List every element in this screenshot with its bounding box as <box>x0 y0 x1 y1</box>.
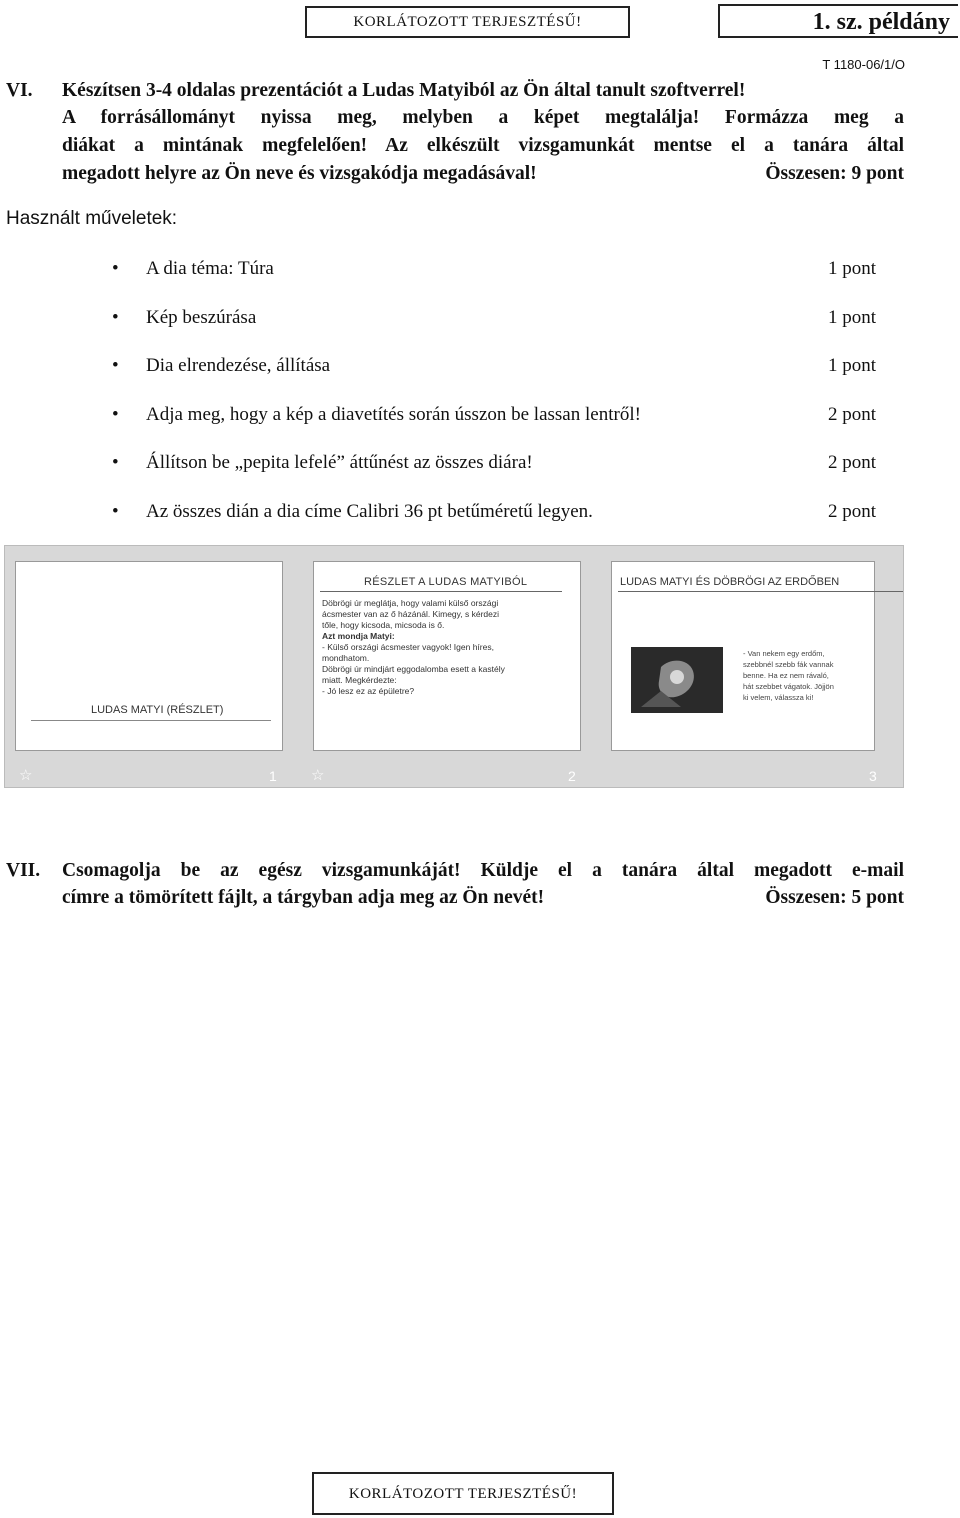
restriction-label-bottom: KORLÁTOZOTT TERJESZTÉSŰ! <box>312 1472 614 1515</box>
bullet-icon: • <box>112 452 119 473</box>
operation-text: Kép beszúrása <box>146 307 257 328</box>
bullet-icon: • <box>112 307 119 328</box>
slide-2-title: RÉSZLET A LUDAS MATYIBÓL <box>364 576 528 588</box>
task-7-total: Összesen: 5 pont <box>765 887 904 908</box>
illustration-image <box>631 647 723 713</box>
operation-points: 1 pont <box>827 307 876 328</box>
transition-star-icon: ☆ <box>311 768 325 784</box>
slide-3-line: szebbnél szebb fák vannak <box>743 660 834 669</box>
operation-text: A dia téma: Túra <box>146 258 274 279</box>
slide-2-line: Döbrögi úr mindjárt eggodalomba esett a kastély <box>322 664 505 674</box>
slide-3-picture <box>631 647 723 713</box>
operation-points: 2 pont <box>827 404 876 425</box>
operation-text: Dia elrendezése, állítása <box>146 355 331 376</box>
slide-thumbnail-3 <box>611 561 875 751</box>
slide-1-number: 1 <box>269 768 277 784</box>
copy-number-label: 1. sz. példány <box>718 4 958 38</box>
bullet-icon: • <box>112 404 119 425</box>
operation-item <box>112 497 882 527</box>
task-6-line-1: Készítsen 3-4 oldalas prezentációt a Ludas Matyiból az Ön által tanult szoftverrel! <box>62 80 746 101</box>
bullet-icon: • <box>112 501 119 522</box>
operation-item <box>112 254 882 284</box>
task-7-line-2-text: címre a tömörített fájlt, a tárgyban adja meg az Ön nevét! <box>62 887 545 908</box>
task-6-number: VI. <box>6 80 33 101</box>
slide-3-text <box>743 648 903 703</box>
task-6-line-3: diákat a mintának megfelelően! Az elkészült vizsgamunkát mentse el a tanára által <box>62 135 904 156</box>
slide-2-line: ácsmester van az ő házánál. Kimegy, s kérdezi <box>322 609 500 619</box>
slide-3-title: LUDAS MATYI ÉS DÖBRÖGI AZ ERDŐBEN <box>620 576 840 588</box>
slide-2-body <box>322 598 572 697</box>
slide-thumbnail-2 <box>313 561 581 751</box>
bullet-icon: • <box>112 355 119 376</box>
slide-thumbnail-1 <box>15 561 283 751</box>
slide-3-line: benne. Ha ez nem rávaló, <box>743 671 829 680</box>
task-6-total: Összesen: 9 pont <box>765 163 904 184</box>
slide-2-line: tőle, hogy kicsoda, micsoda is ő. <box>322 620 445 630</box>
slide-2-line: Döbrögi úr meglátja, hogy valami külső országi <box>322 598 499 608</box>
slide-3-line: - Van nekem egy erdőm, <box>743 649 825 658</box>
operation-item <box>112 448 882 478</box>
slide-3-line: ki velem, válassza ki! <box>743 693 814 702</box>
operation-item <box>112 303 882 333</box>
bullet-icon: • <box>112 258 119 279</box>
task-7-line-2 <box>62 884 904 911</box>
slide-2-line: miatt. Megkérdezte: <box>322 675 397 685</box>
operation-points: 2 pont <box>827 452 876 473</box>
task-6-line-2: A forrásállományt nyissa meg, melyben a képet megtalálja! Formázza meg a <box>62 107 904 128</box>
slide-2-divider <box>320 591 562 592</box>
slide-sorter-image <box>4 545 904 788</box>
slide-1-divider <box>31 720 271 721</box>
transition-star-icon: ☆ <box>19 768 33 784</box>
slide-3-line: hát szebbet vágatok. Jöjjön <box>743 682 834 691</box>
operation-points: 1 pont <box>827 355 876 376</box>
operation-text: Állítson be „pepita lefelé” áttűnést az összes diára! <box>146 452 533 473</box>
slide-2-line: - Jó lesz ez az épületre? <box>322 686 415 696</box>
operation-text: Adja meg, hogy a kép a diavetítés során ússzon be lassan lentről! <box>146 404 641 425</box>
slide-2-line: Azt mondja Matyi: <box>322 631 395 641</box>
operation-points: 2 pont <box>827 501 876 522</box>
slide-2-number: 2 <box>568 768 576 784</box>
task-7-line-1: Csomagolja be az egész vizsgamunkáját! Küldje el a tanára által megadott e-mail <box>62 860 904 881</box>
slide-3-divider <box>618 591 903 592</box>
slide-3-number: 3 <box>869 768 877 784</box>
task-6-line-4-text: megadott helyre az Ön neve és vizsgakódja megadásával! <box>62 163 537 184</box>
operation-item <box>112 351 882 381</box>
restriction-label-top: KORLÁTOZOTT TERJESZTÉSŰ! <box>305 6 630 38</box>
slide-1-title: LUDAS MATYI (RÉSZLET) <box>91 704 224 716</box>
operation-item <box>112 400 882 430</box>
document-code: T 1180-06/1/O <box>822 57 905 72</box>
task-7-number: VII. <box>6 860 41 881</box>
operation-text: Az összes dián a dia címe Calibri 36 pt betűméretű legyen. <box>146 501 593 522</box>
operations-label: Használt műveletek: <box>6 208 178 229</box>
slide-2-line: mondhatom. <box>322 653 370 663</box>
operation-points: 1 pont <box>827 258 876 279</box>
task-6-line-4 <box>62 160 904 187</box>
slide-2-line: - Külső országi ácsmester vagyok! Igen híres, <box>322 642 494 652</box>
